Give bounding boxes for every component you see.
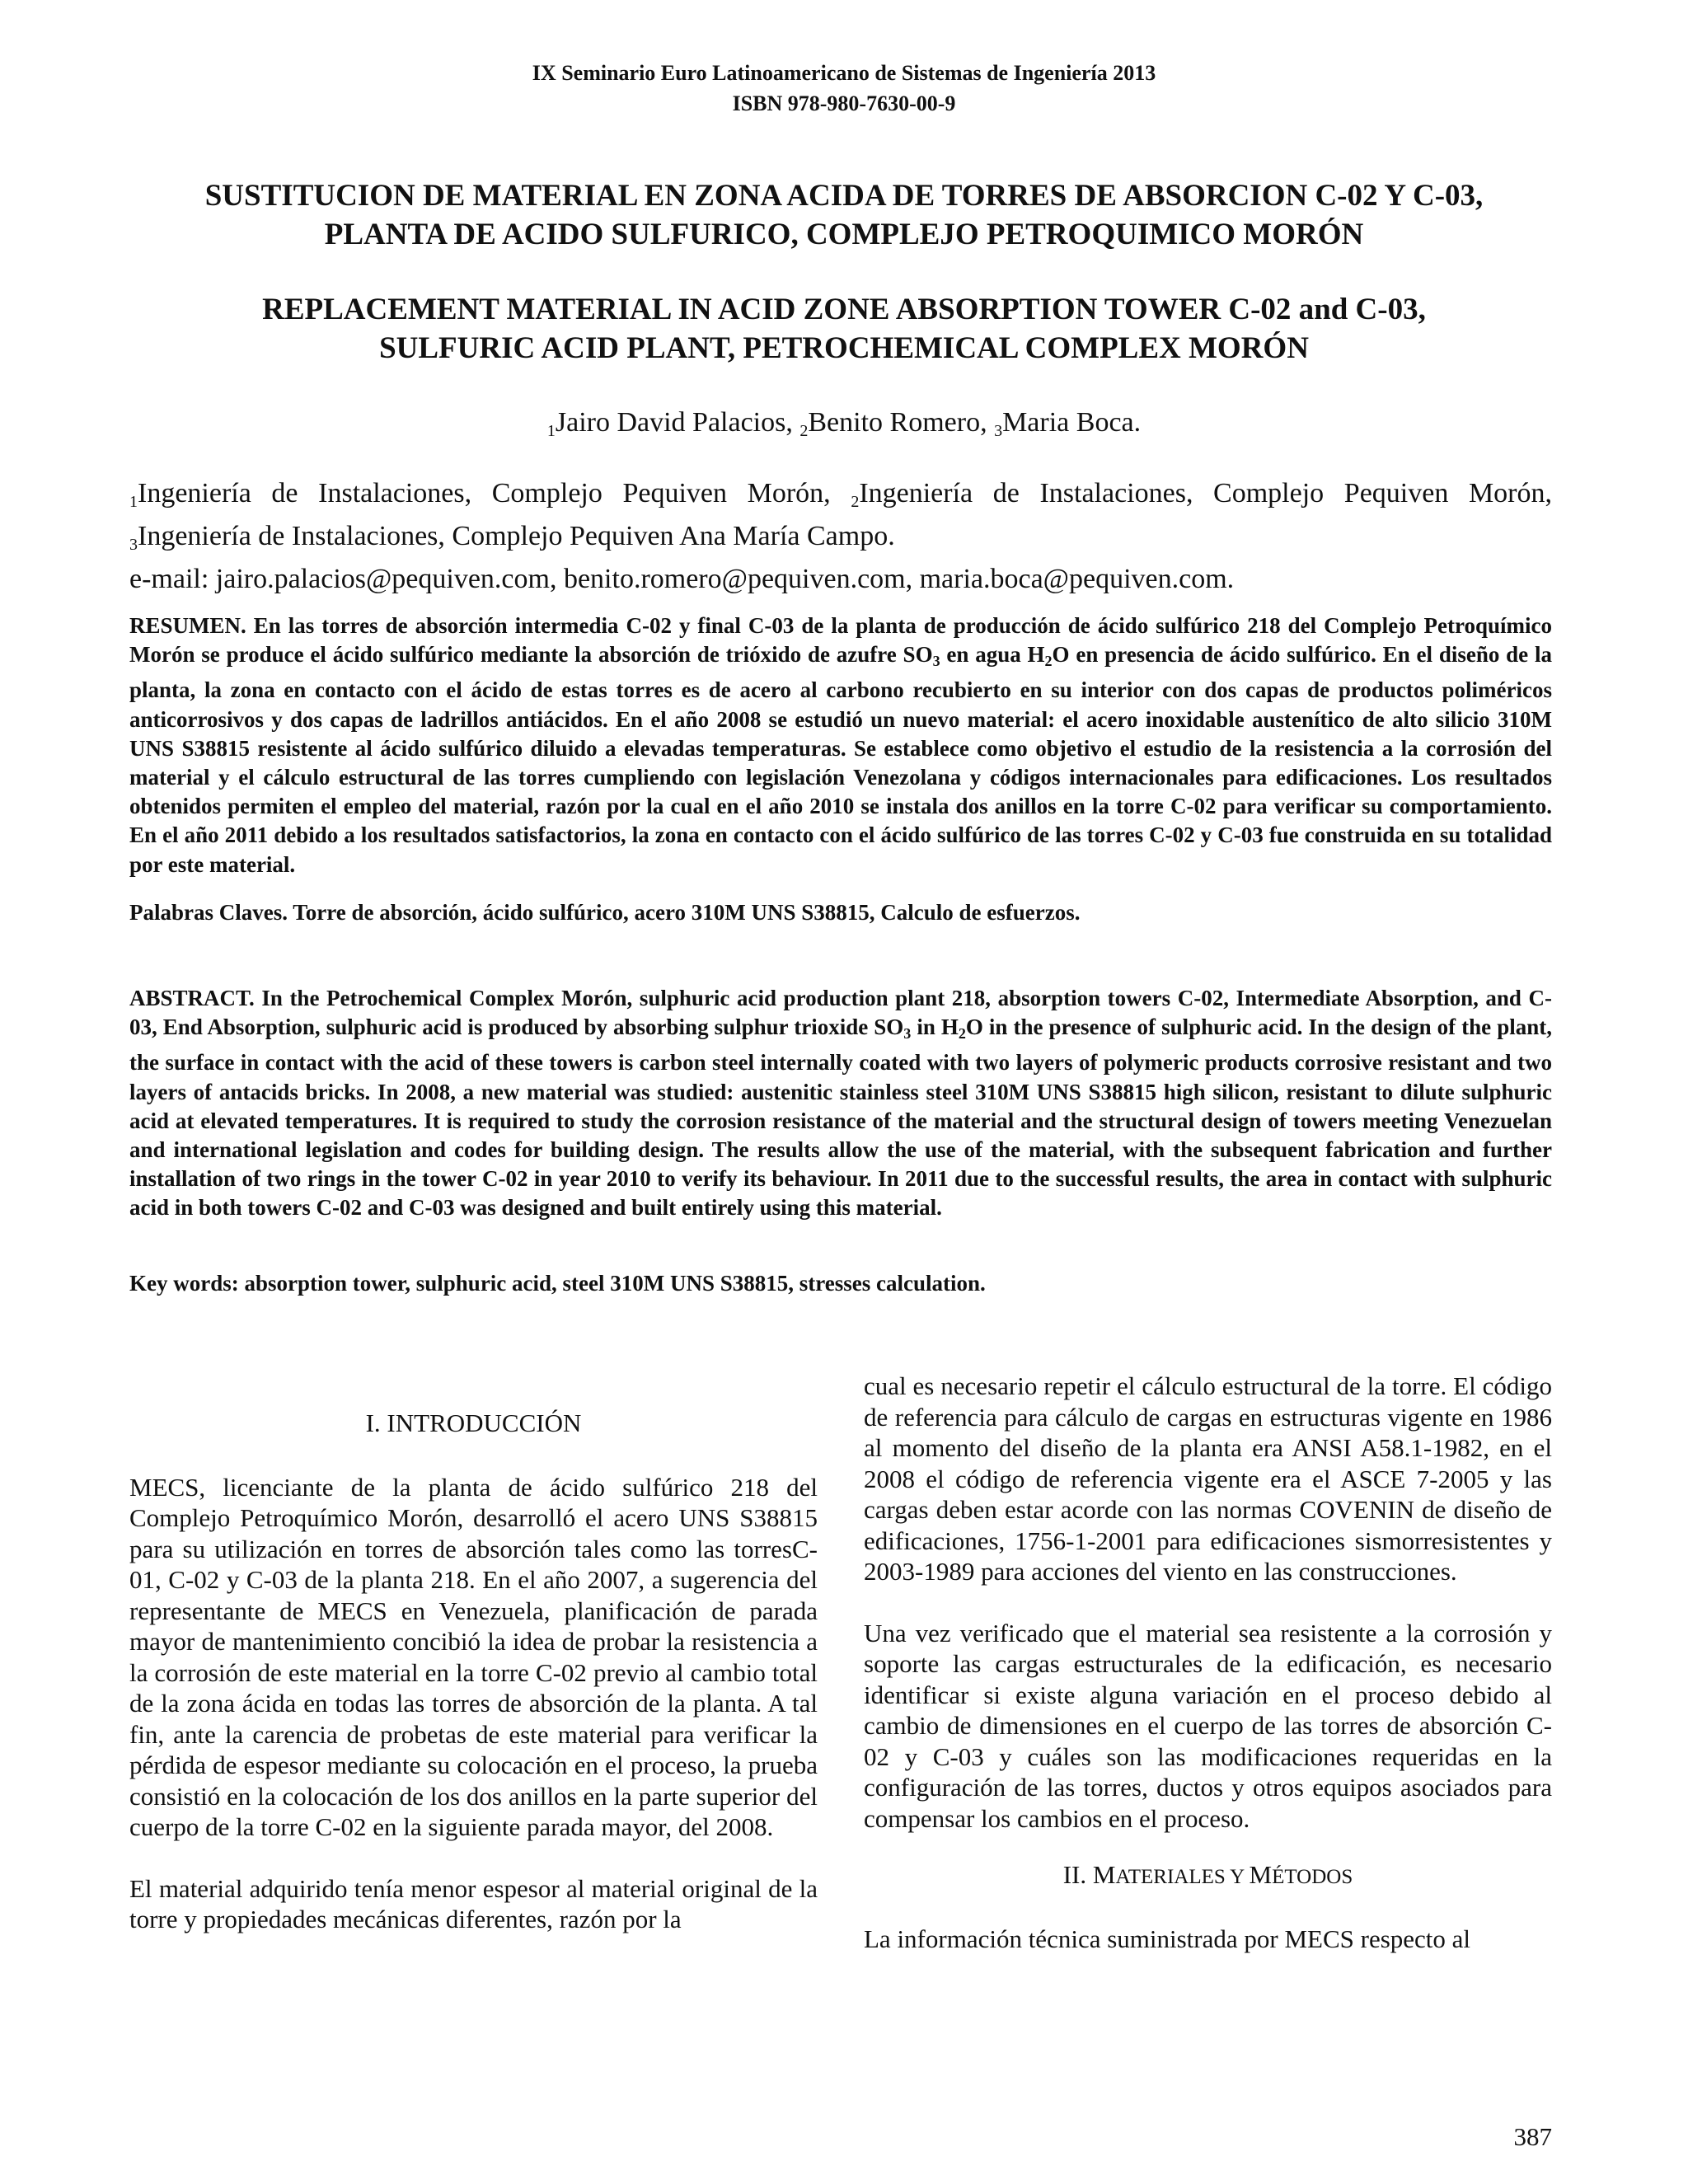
- abstract-text: in H: [911, 1015, 959, 1040]
- left-column: [129, 1370, 818, 1935]
- affiliation-index: 2: [851, 493, 860, 511]
- section-heading-introduccion: I. INTRODUCCIÓN: [365, 1408, 582, 1437]
- section-heading-materiales: [864, 1859, 1552, 1893]
- spacer: [129, 1843, 818, 1873]
- spacer: [864, 1893, 1552, 1924]
- author-index: 3: [994, 422, 1003, 440]
- resumen-text: RESUMEN. En las torres de absorción intermedia C-02 y final C-03 de la planta de producción de ácido sulfúrico 218 del Complejo Petroquímico Morón se produce el ácido sulfúrico mediante la absorción de trióxido de azufre SO: [129, 613, 1552, 668]
- resumen-paragraph: [129, 612, 1552, 879]
- subscript: 2: [1044, 653, 1053, 670]
- affiliation-index: 3: [129, 536, 138, 554]
- title-english: [99, 290, 1589, 368]
- spacer: [864, 1587, 1552, 1618]
- conference-name: IX Seminario Euro Latinoamericano de Sistemas de Ingeniería 2013: [532, 61, 1156, 85]
- body-paragraph: El material adquirido tenía menor espesor al material original de la torre y propiedades mecánicas diferentes, razón por la: [129, 1873, 818, 1933]
- body-paragraph: cual es necesario repetir el cálculo estructural de la torre. El código de referencia para cálculo de cargas en estructuras vigente en 1986 al momento del diseño de la planta era ANSI A58.1-1982, en el 2008 el código de referencia vigente era el ASCE 7-2005 y las cargas deben estar acorde con las normas COVENIN de diseño de edificaciones, 1756-1-2001 para edificaciones sismorresistentes y 2003-1989 para acciones del viento en las construcciones.: [864, 1371, 1552, 1586]
- affiliation-text: Ingeniería de Instalaciones, Complejo Pequiven Morón,: [859, 478, 1552, 509]
- page-number: 387: [1513, 2122, 1552, 2151]
- resumen-text: en agua H: [940, 642, 1045, 668]
- spacer: [129, 1370, 818, 1408]
- affiliation-line: [129, 519, 1552, 562]
- heading-letter: M: [1249, 1860, 1273, 1889]
- heading-letter: M: [1092, 1860, 1116, 1889]
- conference-header: [0, 58, 1688, 119]
- body-paragraph: La información técnica suministrada por MECS respecto al: [864, 1924, 1471, 1953]
- subscript: 3: [903, 1025, 912, 1043]
- isbn: ISBN 978-980-7630-00-9: [732, 91, 956, 115]
- resumen-text: O en presencia de ácido sulfúrico. En el diseño de la planta, la zona en contacto con el ácido de estas torres es de acero al carbono recubierto en su interior con dos capas de productos poliméricos anticorrosivos y dos capas de ladrillos antiácidos. En el año 2008 se estudió un nuevo material: el acero inoxidable austenítico de alto silicio 310M UNS S38815 resistente al ácido sulfúrico diluido a elevadas temperaturas. Se establece como objetivo el estudio de la resistencia a la corrosión del material y el cálculo estructural de las torres cumpliendo con legislación Venezolana y códigos internacionales para edificaciones. Los resultados obtenidos permiten el empleo del material, razón por la cual en el año 2010 se instala dos anillos en la torre C-02 para verificar su comportamiento. En el año 2011 debido a los resultados satisfactorios, la zona en contacto con el ácido sulfúrico de las torres C-02 y C-03 fue construida en su totalidad por este material.: [129, 642, 1552, 877]
- email-line: e-mail: jairo.palacios@pequiven.com, benito.romero@pequiven.com, maria.boca@pequiven.com.: [129, 564, 1235, 594]
- author-name: Jairo David Palacios,: [555, 407, 800, 438]
- palabras-claves: Palabras Claves. Torre de absorción, ácido sulfúrico, acero 310M UNS S38815, Calculo de esfuerzos.: [129, 900, 1081, 925]
- author-index: 1: [546, 422, 556, 440]
- heading-smallcaps: ÉTODOS: [1272, 1866, 1353, 1888]
- subscript: 2: [958, 1025, 966, 1043]
- affiliation-line: [129, 476, 1552, 519]
- abstract-paragraph: [129, 984, 1552, 1223]
- subscript: 3: [932, 653, 940, 670]
- key-words: Key words: absorption tower, sulphuric acid, steel 310M UNS S38815, stresses calculation.: [129, 1271, 986, 1296]
- abstract-text: ABSTRACT. In the Petrochemical Complex Morón, sulphuric acid production plant 218, absorption towers C-02, Intermediate Absorption, and C-03, End Absorption, sulphuric acid is produced by absorbing sulphur trioxide SO: [129, 986, 1552, 1040]
- affiliation-text: Ingeniería de Instalaciones, Complejo Pequiven Morón,: [138, 478, 851, 509]
- affiliation-text: Ingeniería de Instalaciones, Complejo Pequiven Ana María Campo.: [138, 521, 895, 551]
- title-spanish: [99, 176, 1589, 254]
- author-name: Benito Romero,: [808, 407, 995, 438]
- abstract-text: O in the presence of sulphuric acid. In the design of the plant, the surface in contact with the acid of these towers is carbon steel internally coated with two layers of polymeric products corrosive resistant and two layers of antacids bricks. In 2008, a new material was studied: austenitic stainless steel 310M UNS S38815 high silicon, resistant to dilute sulphuric acid at elevated temperatures. It is required to study the corrosion resistance of the material and the structural design of towers meeting Venezuelan and international legislation and codes for building design. The results allow the use of the material, with the subsequent fabrication and further installation of two rings in the tower C-02 in year 2010 to verify its behaviour. In 2011 due to the successful results, the area in contact with sulphuric acid in both towers C-02 and C-03 was designed and built entirely using this material.: [129, 1015, 1552, 1221]
- affiliations: [129, 476, 1552, 597]
- author-index: 2: [799, 422, 809, 440]
- section-number: II.: [1062, 1860, 1093, 1889]
- spacer: [129, 1439, 818, 1472]
- title-english-line1: REPLACEMENT MATERIAL IN ACID ZONE ABSORPTION TOWER C-02 and C-03,: [262, 293, 1426, 326]
- author-list: [0, 405, 1688, 448]
- affiliation-index: 1: [129, 493, 138, 511]
- title-spanish-line1: SUSTITUCION DE MATERIAL EN ZONA ACIDA DE TORRES DE ABSORCION C-02 Y C-03,: [204, 179, 1484, 213]
- body-paragraph: Una vez verificado que el material sea resistente a la corrosión y soporte las cargas estructurales de la edificación, es necesario identificar si existe alguna variación en el proceso debido al cambio de dimensiones en el cuerpo de las torres de absorción C-02 y C-03 y cuáles son las modificaciones requeridas en la configuración de las torres, ductos y otros equipos asociados para compensar los cambios en el proceso.: [864, 1618, 1552, 1833]
- author-name: Maria Boca.: [1002, 407, 1142, 438]
- heading-smallcaps: ATERIALES Y: [1115, 1866, 1250, 1888]
- spacer: [864, 1834, 1552, 1859]
- right-column: [864, 1371, 1552, 1954]
- title-english-line2: SULFURIC ACID PLANT, PETROCHEMICAL COMPLEX MORÓN: [379, 331, 1309, 365]
- body-paragraph: MECS, licenciante de la planta de ácido sulfúrico 218 del Complejo Petroquímico Morón, desarrolló el acero UNS S38815 para su utilización en torres de absorción tales como las torresC-01, C-02 y C-03 de la planta 218. En el año 2007, a sugerencia del representante de MECS en Venezuela, planificación de parada mayor de mantenimiento concibió la idea de probar la resistencia a la corrosión de este material en la torre C-02 previo al cambio total de la zona ácida en todas las torres de absorción de la planta. A tal fin, ante la carencia de probetas de este material para verificar la pérdida de espesor mediante su colocación en el proceso, la prueba consistió en la colocación de los dos anillos en la parte superior del cuerpo de la torre C-02 en la siguiente parada mayor, del 2008.: [129, 1472, 818, 1841]
- title-spanish-line2: PLANTA DE ACIDO SULFURICO, COMPLEJO PETROQUIMICO MORÓN: [324, 218, 1364, 251]
